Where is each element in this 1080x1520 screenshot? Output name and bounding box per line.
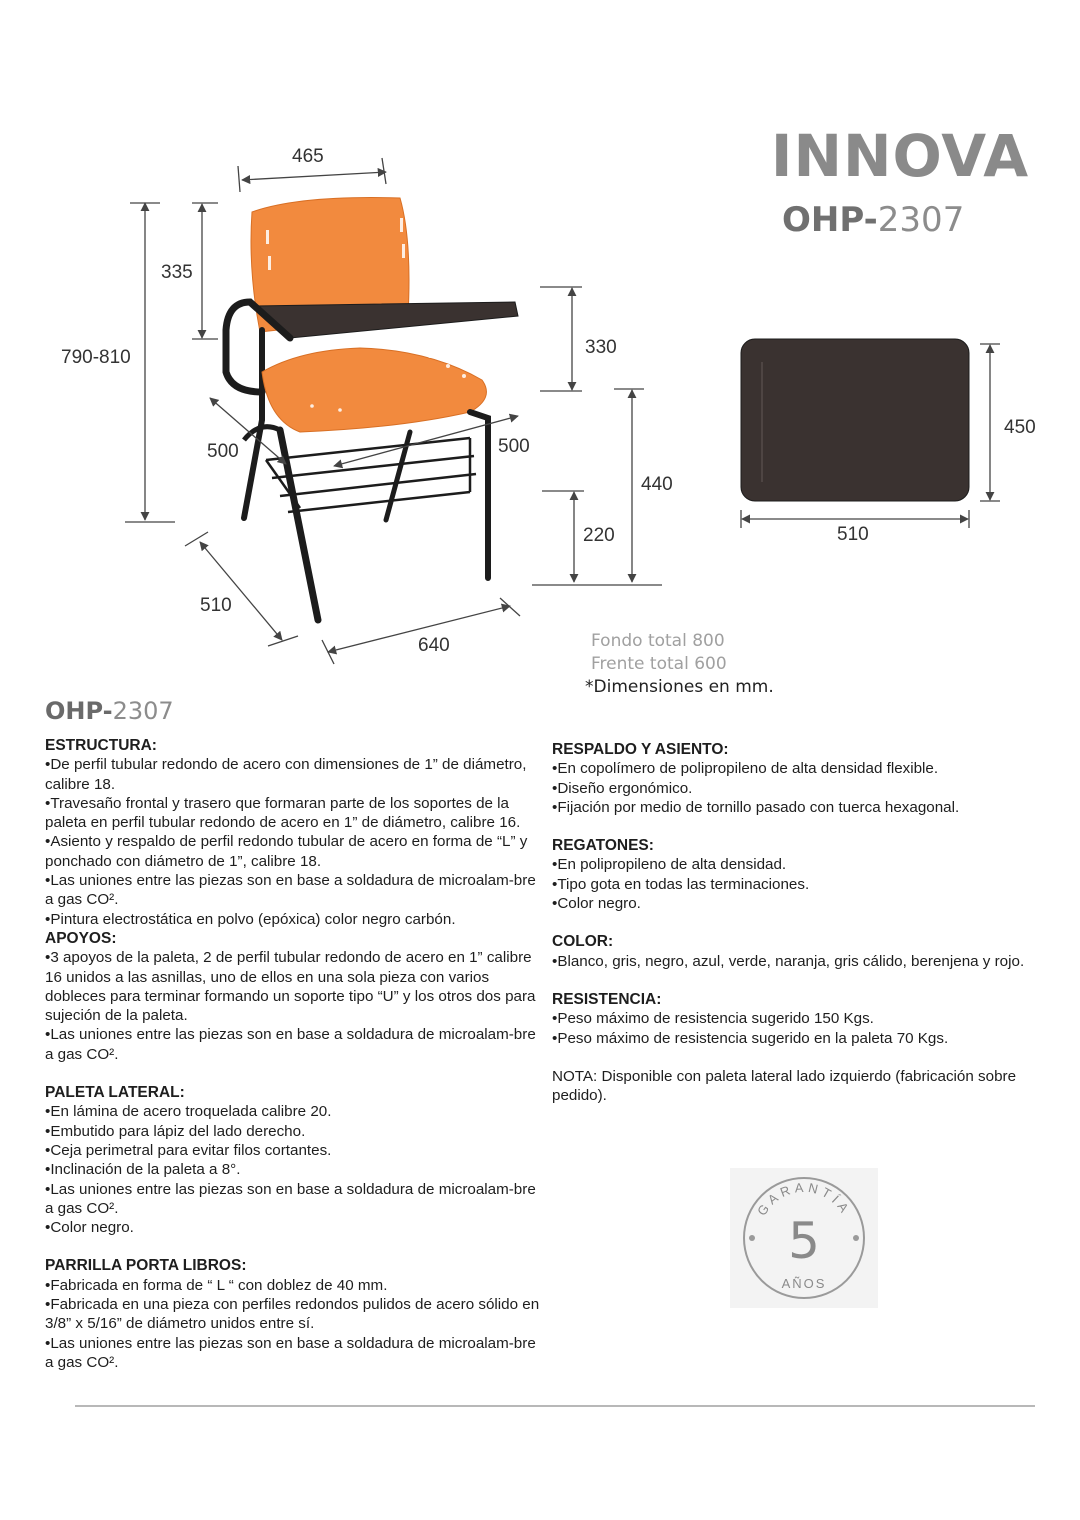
- section-model-prefix: OHP-: [45, 697, 113, 725]
- section-model-number: 2307: [112, 697, 174, 725]
- spec-line: •Pintura electrostática en polvo (epóxica) color negro carbón.: [45, 910, 456, 928]
- dim-tablet-width: 510: [837, 524, 869, 545]
- model-number: 2307: [877, 200, 965, 240]
- dim-basket-height: 220: [583, 525, 615, 546]
- spec-line: •Las uniones entre las piezas son en base a soldadura de microalam-bre a gas CO².: [45, 1026, 536, 1063]
- spec-line: •Embutido para lápiz del lado derecho.: [45, 1122, 306, 1140]
- spec-back-seat: [552, 740, 1057, 817]
- spec-line: •Color negro.: [552, 895, 641, 913]
- spec-line: •Peso máximo de resistencia sugerido en la paleta 70 Kgs.: [552, 1029, 949, 1047]
- spec-line: •Blanco, gris, negro, azul, verde, naranja, gris cálido, berenjena y rojo.: [552, 952, 1025, 970]
- spec-column-left: [45, 736, 545, 1372]
- dim-tablet-height: 330: [585, 337, 617, 358]
- spec-column-right: [552, 740, 1057, 1105]
- spec-line: •Tipo gota en todas las terminaciones.: [552, 875, 810, 893]
- spec-line: •Fijación por medio de tornillo pasado con tuerca hexagonal.: [552, 798, 960, 816]
- warranty-word: GARANTÍA: [754, 1179, 854, 1219]
- spec-line: •Las uniones entre las piezas son en base a soldadura de microalam-bre a gas CO².: [45, 872, 536, 909]
- dim-backrest-height: 335: [161, 262, 193, 283]
- spec-line: •Ceja perimetral para evitar filos cortantes.: [45, 1141, 332, 1159]
- spec-heading: PARRILLA PORTA LIBROS:: [45, 1257, 247, 1275]
- spec-heading: RESPALDO Y ASIENTO:: [552, 741, 729, 758]
- model-prefix: OHP-: [782, 200, 878, 240]
- spec-line: •3 apoyos de la paleta, 2 de perfil tubular redondo de acero en 1” calibre 16 unidos a las asnillas, uno de ellos en una sola pieza con varios dobleces para terminar formando un soporte tipo “U” y los otros dos para sujeción de la paleta.: [45, 949, 536, 1025]
- spec-heading: APOYOS:: [45, 929, 117, 947]
- spec-line: •Asiento y respaldo de perfil redondo tubular de acero en forma de “L” y ponchado con diámetro de 1”, calibre 18.: [45, 833, 528, 870]
- dim-front: 640: [418, 635, 450, 656]
- dim-seat-width: 500: [498, 436, 530, 457]
- spec-side-tablet: [45, 1083, 545, 1237]
- spec-glides: [552, 836, 1057, 913]
- dimension-notes: [585, 630, 774, 699]
- dim-width-top: 465: [292, 146, 324, 167]
- brand-title: INNOVA: [770, 122, 1030, 190]
- warranty-years: 5: [788, 1212, 820, 1270]
- spec-line: •Peso máximo de resistencia sugerido 150 Kgs.: [552, 1010, 874, 1028]
- note-front-total: Frente total 600: [591, 654, 727, 674]
- spec-book-rack: [45, 1256, 545, 1372]
- section-model-title: [45, 697, 174, 725]
- dim-total-height: 790-810: [61, 347, 131, 368]
- note-units: *Dimensiones en mm.: [585, 677, 774, 697]
- spec-heading: COLOR:: [552, 933, 614, 951]
- dim-depth: 510: [200, 595, 232, 616]
- warranty-seal: [730, 1168, 878, 1308]
- spec-line: •Fabricada en forma de “ L “ con doblez de 40 mm.: [45, 1276, 388, 1294]
- spec-heading: RESISTENCIA:: [552, 990, 662, 1008]
- bottom-divider: [75, 1405, 1035, 1407]
- warranty-unit: AÑOS: [781, 1276, 827, 1291]
- spec-line: •Diseño ergonómico.: [552, 779, 693, 797]
- dim-tablet-depth: 450: [1004, 417, 1036, 438]
- spec-line: •Inclinación de la paleta a 8°.: [45, 1161, 241, 1179]
- spec-heading: ESTRUCTURA:: [45, 737, 157, 754]
- spec-line: •En lámina de acero troquelada calibre 20.: [45, 1103, 332, 1121]
- dim-seat-height: 440: [641, 474, 673, 495]
- dim-seat-depth: 500: [207, 441, 239, 462]
- chair-illustration: [226, 198, 518, 620]
- spec-line: •Travesaño frontal y trasero que formaran parte de los soportes de la paleta en perfil tubular redondo de acero en 1” de diámetro, calibre 16.: [45, 794, 521, 832]
- spec-resistance: [552, 990, 1057, 1048]
- spec-line: •De perfil tubular redondo de acero con dimensiones de 1” de diámetro, calibre 18.: [45, 756, 527, 793]
- note-depth-total: Fondo total 800: [591, 631, 725, 651]
- spec-line: •Fabricada en una pieza con perfiles redondos pulidos de acero sólido en 3/8” x 5/16” de diámetro unidos entre sí.: [45, 1296, 540, 1333]
- spec-line: •Las uniones entre las piezas son en base a soldadura de microalam-bre a gas CO².: [45, 1334, 536, 1371]
- spec-color: [552, 932, 1057, 971]
- spec-line: •En polipropileno de alta densidad.: [552, 856, 787, 874]
- spec-heading: REGATONES:: [552, 837, 654, 855]
- spec-line: •Color negro.: [45, 1219, 134, 1237]
- availability-note: NOTA: Disponible con paleta lateral lado izquierdo (fabricación sobre pedido).: [552, 1067, 1017, 1105]
- spec-supports: [45, 929, 545, 1064]
- spec-structure: [45, 736, 545, 929]
- technical-drawing: [0, 0, 1080, 700]
- spec-heading: PALETA LATERAL:: [45, 1084, 185, 1102]
- spec-line: •Las uniones entre las piezas son en base a soldadura de microalam-bre a gas CO².: [45, 1180, 536, 1217]
- tablet-top-view: [741, 339, 1000, 528]
- spec-line: •En copolímero de polipropileno de alta densidad flexible.: [552, 760, 939, 778]
